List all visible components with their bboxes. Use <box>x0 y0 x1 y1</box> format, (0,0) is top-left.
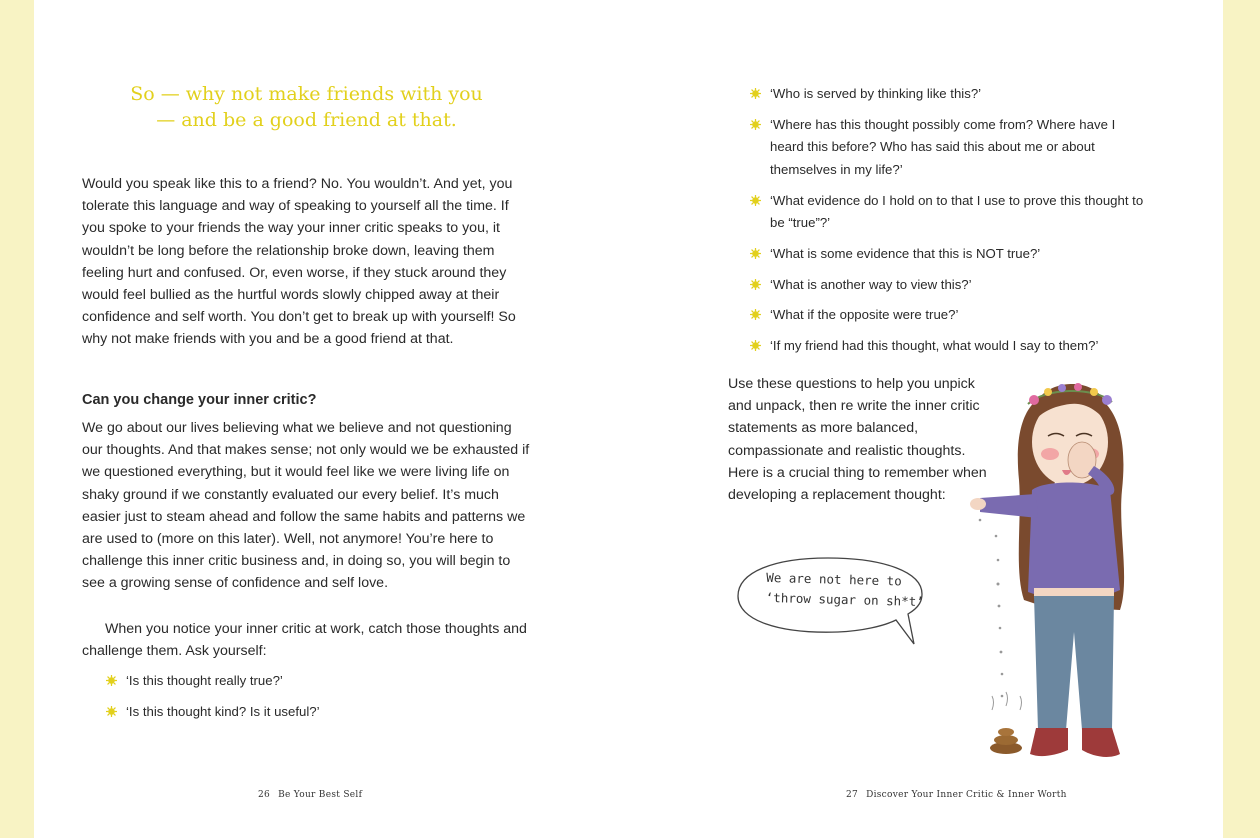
bullet-dot-icon <box>750 340 761 351</box>
question-list-right <box>748 83 1148 366</box>
list-item <box>748 274 1148 297</box>
sugar-grains-icon <box>979 519 1004 698</box>
right-footer <box>846 790 1067 800</box>
heading-line-2: — and be a good friend at that. <box>156 109 457 131</box>
section-heading <box>34 81 579 133</box>
list-item <box>748 114 1148 182</box>
list-item <box>748 243 1148 266</box>
ask-yourself-paragraph: When you notice your inner critic at work, catch those thoughts and challenge them. Ask yourself: <box>82 621 527 660</box>
list-item-text: ‘Who is served by thinking like this?’ <box>770 86 982 101</box>
book-spread <box>34 0 1223 838</box>
bullet-dot-icon <box>750 88 761 99</box>
bullet-dot-icon <box>106 706 117 717</box>
list-item <box>748 335 1148 358</box>
bullet-dot-icon <box>750 279 761 290</box>
page-number: 26 <box>258 790 271 800</box>
girl-illustration <box>944 370 1194 770</box>
running-title: Be Your Best Self <box>278 790 363 800</box>
list-item-text: ‘Is this thought kind? Is it useful?’ <box>126 703 320 719</box>
bullet-dot-icon <box>106 675 117 686</box>
list-item-text: ‘What if the opposite were true?’ <box>770 307 959 323</box>
body-paragraph: We go about our lives believing what we believe and not questioning our thoughts. And that makes sense; not only would we be exhausted if we questioned everything, but it would feel like we were living life on shaky ground if we constantly evaluated our every belief. It’s much easier just to steam ahead and follow the same habits and patterns we are used to (more on this later). Well, not anymore! You’re here to challenge this inner critic business and, in doing so, you will begin to see a growing sense of confidence and self love. <box>82 420 530 592</box>
bullet-dot-icon <box>750 248 761 259</box>
bullet-dot-icon <box>750 309 761 320</box>
list-item <box>104 670 524 693</box>
list-item-text: ‘If my friend had this thought, what would I say to them?’ <box>770 338 1099 354</box>
bubble-line-1: We are not here to <box>766 569 902 589</box>
subheading: Can you change your inner critic? <box>82 392 317 408</box>
right-paragraph: Use these questions to help you unpick and unpack, then re write the inner critic statements as more balanced, compassionate and realistic thoughts. Here is a crucial thing to remember when developing a replacement thought: <box>728 376 987 504</box>
list-item <box>748 304 1148 327</box>
page-number: 27 <box>846 790 859 800</box>
question-list-left <box>104 670 524 732</box>
intro-paragraph: Would you speak like this to a friend? No. You wouldn’t. And yet, you tolerate this language and way of speaking to yourself all the time. If you spoke to your friends the way your inner critic speaks to you, it wouldn’t be long before the relationship broke down, leaving them feeling hurt and confused. Or, even worse, if they stuck around they would feel bullied as the hurtful words slowly chipped away at their confidence and self worth. You don’t get to break up with yourself! So why not make friends with you and be a good friend at that. <box>82 176 516 348</box>
list-item-text: ‘What is some evidence that this is NOT true?’ <box>770 245 1041 261</box>
bubble-line-2: ‘throw sugar on sh*t’ <box>765 589 924 610</box>
list-item-text: ‘What is another way to view this?’ <box>770 276 972 292</box>
poop-icon <box>990 692 1022 754</box>
bullet-dot-icon <box>750 195 761 206</box>
list-item-text: ‘Is this thought really true?’ <box>126 673 283 688</box>
list-item <box>104 701 524 724</box>
list-item-text: ‘What evidence do I hold on to that I use to prove this thought to be “true”?’ <box>770 192 1144 231</box>
bullet-dot-icon <box>750 119 761 130</box>
left-footer <box>258 790 362 800</box>
running-title: Discover Your Inner Critic & Inner Worth <box>866 790 1067 800</box>
list-item <box>748 190 1148 235</box>
list-item <box>748 83 1148 106</box>
list-item-text: ‘Where has this thought possibly come from? Where have I heard this before? Who has said this about me or about themselves in my life?’ <box>770 116 1116 177</box>
heading-line-1: So — why not make friends with you <box>130 83 483 105</box>
speech-bubble-text <box>766 568 925 612</box>
